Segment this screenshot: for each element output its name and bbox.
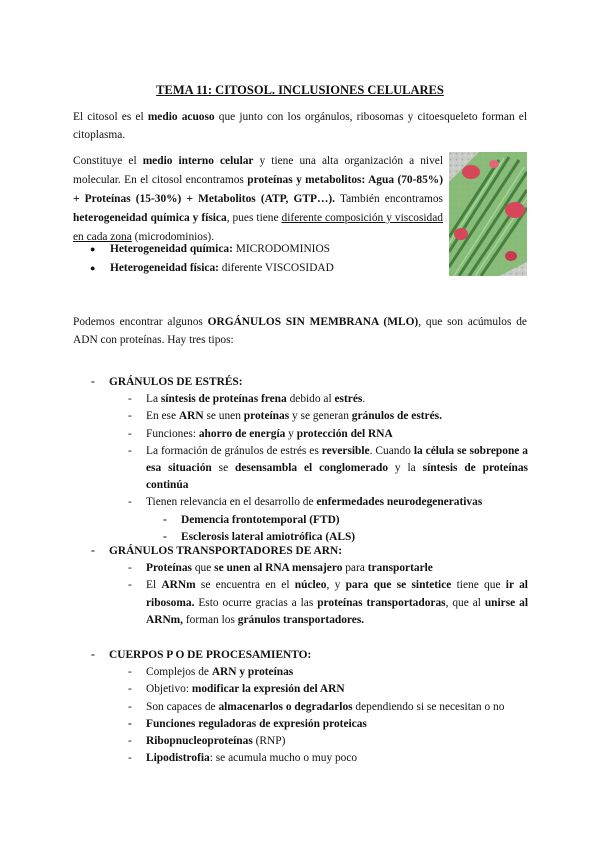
list-item: - Objetivo: modificar la expresión del ARN: [128, 683, 345, 696]
list-item: - Complejos de ARN y proteínas: [128, 666, 294, 679]
list-item: ● Heterogeneidad física: diferente VISCOSIDAD: [90, 259, 334, 278]
list-item: - La síntesis de proteínas frena debido al estrés.: [128, 393, 366, 406]
section-heading: - CUERPOS P O DE PROCESAMIENTO:: [91, 649, 312, 661]
list-item: ● Heterogeneidad química: MICRODOMINIOS: [90, 240, 334, 259]
list-item: - El ARNm se encuentra en el núcleo, y para que se sintetice tiene que ir al ribosoma. Esto ocurre gracias a las proteínas transportadoras, que al unirse al ARNm, forman los gránulos transportadores.: [128, 579, 528, 626]
p-bodies-section: [73, 647, 528, 767]
heterogeneity-list: [90, 240, 334, 278]
list-item: - Demencia frontotemporal (FTD): [163, 513, 340, 526]
list-item: - Ribopnucleoproteínas (RNP): [128, 735, 286, 748]
page-title: TEMA 11: CITOSOL. INCLUSIONES CELULARES: [156, 83, 444, 97]
list-item: - Funciones reguladoras de expresión proteicas: [128, 717, 367, 730]
list-item: - Esclerosis lateral amiotrófica (ALS): [163, 530, 356, 543]
list-item: - Tienen relevancia en el desarrollo de enfermedades neurodegenerativas: [128, 496, 483, 509]
cytosol-micrograph-image: [449, 152, 527, 276]
list-item: - Son capaces de almacenarlos o degradarlos dependiendo si se necesitan o no: [128, 700, 505, 713]
section-heading: - GRÁNULOS TRANSPORTADORES DE ARN:: [91, 545, 343, 557]
composition-paragraph: Constituye el medio interno celular y tiene una alta organización a nivel molecular. En el citosol encontramos proteínas y metabolitos: Agua (70-85%) + Proteínas (15-30%) + Metabolitos (ATP, GTP…). También encontramos heterogeneidad química y física, pues tiene diferente composición y viscosidad en cada zona (microdominios).: [73, 155, 443, 243]
stress-granules-section: [73, 374, 528, 546]
rna-transport-granules-section: [73, 543, 528, 629]
section-heading: - GRÁNULOS DE ESTRÉS:: [91, 376, 243, 388]
list-item: - Funciones: ahorro de energía y protección del RNA: [128, 427, 393, 440]
intro-paragraph: El citosol es el medio acuoso que junto con los orgánulos, ribosomas y citoesqueleto forman el citoplasma.: [73, 111, 528, 141]
list-item: - Proteínas que se unen al RNA mensajero para transportarle: [128, 562, 433, 575]
mlo-paragraph: Podemos encontrar algunos ORGÁNULOS SIN MEMBRANA (MLO), que son acúmulos de ADN con proteínas. Hay tres tipos:: [73, 316, 527, 346]
list-item: - Lipodistrofia: se acumula mucho o muy poco: [128, 752, 358, 765]
list-item: - En ese ARN se unen proteínas y se generan gránulos de estrés.: [128, 410, 442, 423]
list-item: - La formación de gránulos de estrés es reversible. Cuando la célula se sobrepone a esa situación se desensambla el conglomerado y la síntesis de proteínas continúa: [128, 444, 528, 492]
